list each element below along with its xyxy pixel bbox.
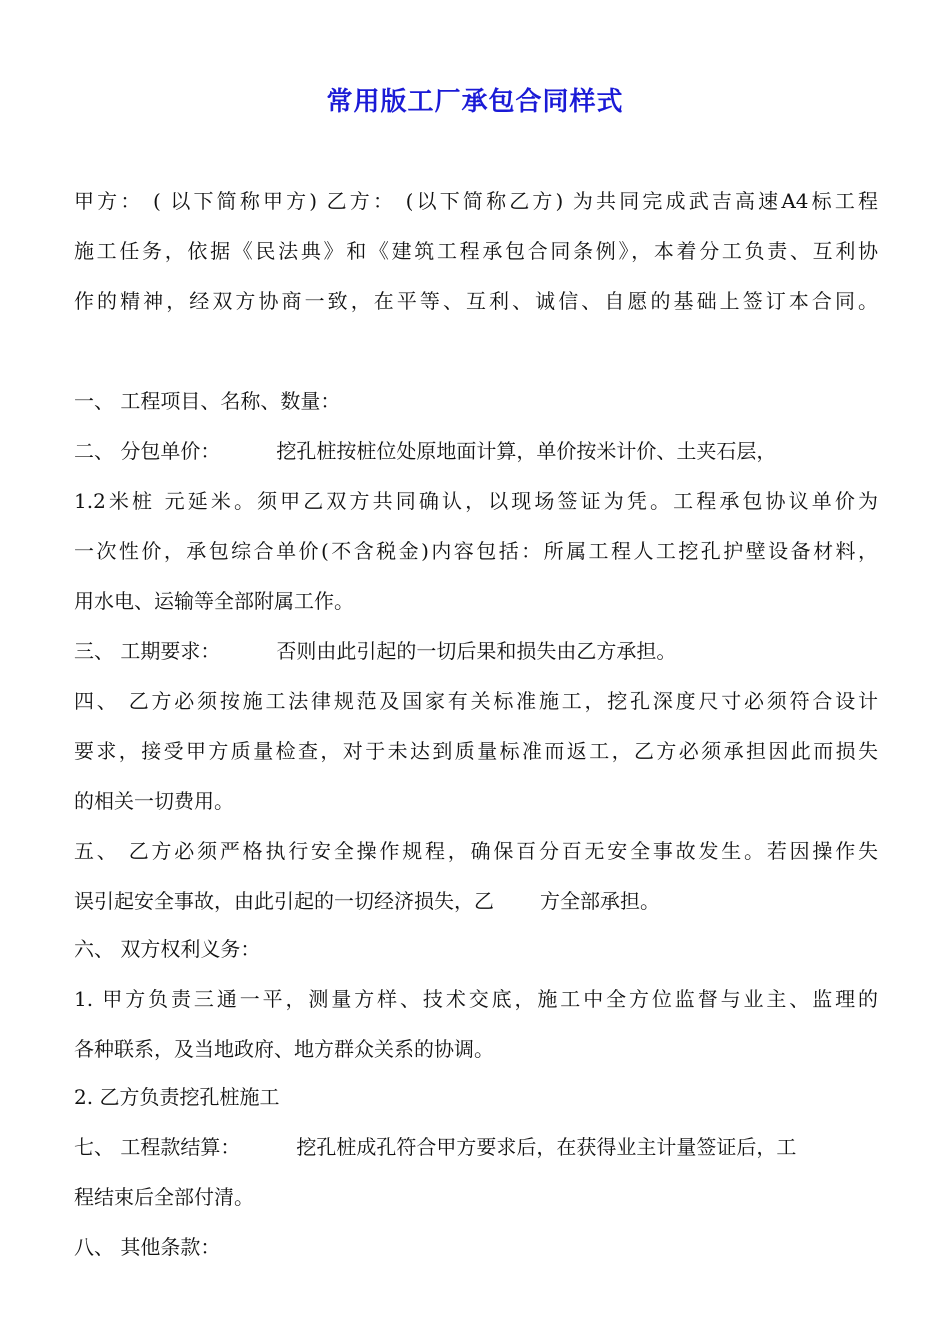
section-8-heading: 八、 其他条款： [74,1235,221,1259]
section-4 [74,676,878,826]
section-6 [74,924,878,974]
section-7-text: 挖孔桩成孔符合甲方要求后，在获得业主计量签证后，工 [296,1135,797,1159]
section-5-line: 五、 乙方必须严格执行安全操作规程，确保百分百无安全事故发生。若因操作失 [74,839,878,863]
section-2-line: 一次性价，承包综合单价(不含税金)内容包括：所属工程人工挖孔护壁设备材料， [74,539,878,563]
section-6-heading: 六、 双方权利义务： [74,937,261,961]
section-7-heading: 七、 工程款结算： [74,1135,241,1159]
section-6-item-1-line: 1. 甲方负责三通一平，测量方样、技术交底，施工中全方位监督与业主、监理的 [74,987,878,1011]
document-title: 常用版工厂承包合同样式 [326,87,624,117]
section-4-line: 的相关一切费用。 [74,789,234,813]
section-5 [74,826,878,926]
section-5-text-b: 方全部承担。 [540,889,660,913]
section-8 [74,1222,878,1272]
section-2 [74,426,878,626]
section-3-text: 否则由此引起的一切后果和损失由乙方承担。 [276,639,677,663]
section-3-heading: 三、 工期要求： [74,639,221,663]
section-2-line: 1.2米桩 元延米。须甲乙双方共同确认，以现场签证为凭。工程承包协议单价为 [74,489,878,513]
intro-paragraph [74,176,878,326]
section-6-item-1 [74,974,878,1074]
section-1-heading: 一、 工程项目、名称、数量： [74,389,341,413]
section-6-item-2 [74,1072,878,1122]
section-2-text: 挖孔桩按桩位处原地面计算，单价按米计价、土夹石层， [276,439,777,463]
section-3-line [74,626,878,676]
section-4-line: 四、 乙方必须按施工法律规范及国家有关标准施工，挖孔深度尺寸必须符合设计 [74,689,878,713]
section-2-heading: 二、 分包单价： [74,439,221,463]
section-4-line: 要求，接受甲方质量检查，对于未达到质量标准而返工，乙方必须承担因此而损失 [74,739,878,763]
section-7-line: 程结束后全部付清。 [74,1185,254,1209]
intro-line: 甲方： ( 以下简称甲方) 乙方： (以下简称乙方) 为共同完成武吉高速A4标工程 [74,189,878,213]
section-5-text-a: 误引起安全事故，由此引起的一切经济损失，乙 [74,889,494,913]
section-7 [74,1122,878,1222]
section-2-first-line [74,426,878,476]
intro-line: 施工任务，依据《民法典》和《建筑工程承包合同条例》，本着分工负责、互利协 [74,239,878,263]
section-5-line [74,876,878,926]
section-2-line: 用水电、运输等全部附属工作。 [74,589,354,613]
section-1 [74,376,878,426]
section-6-item-2-line: 2. 乙方负责挖孔桩施工 [74,1085,280,1109]
section-6-item-1-line: 各种联系，及当地政府、地方群众关系的协调。 [74,1037,494,1061]
section-7-first-line [74,1122,878,1172]
intro-line: 作的精神，经双方协商一致，在平等、互利、诚信、自愿的基础上签订本合同。 [74,289,878,313]
section-3 [74,626,878,676]
